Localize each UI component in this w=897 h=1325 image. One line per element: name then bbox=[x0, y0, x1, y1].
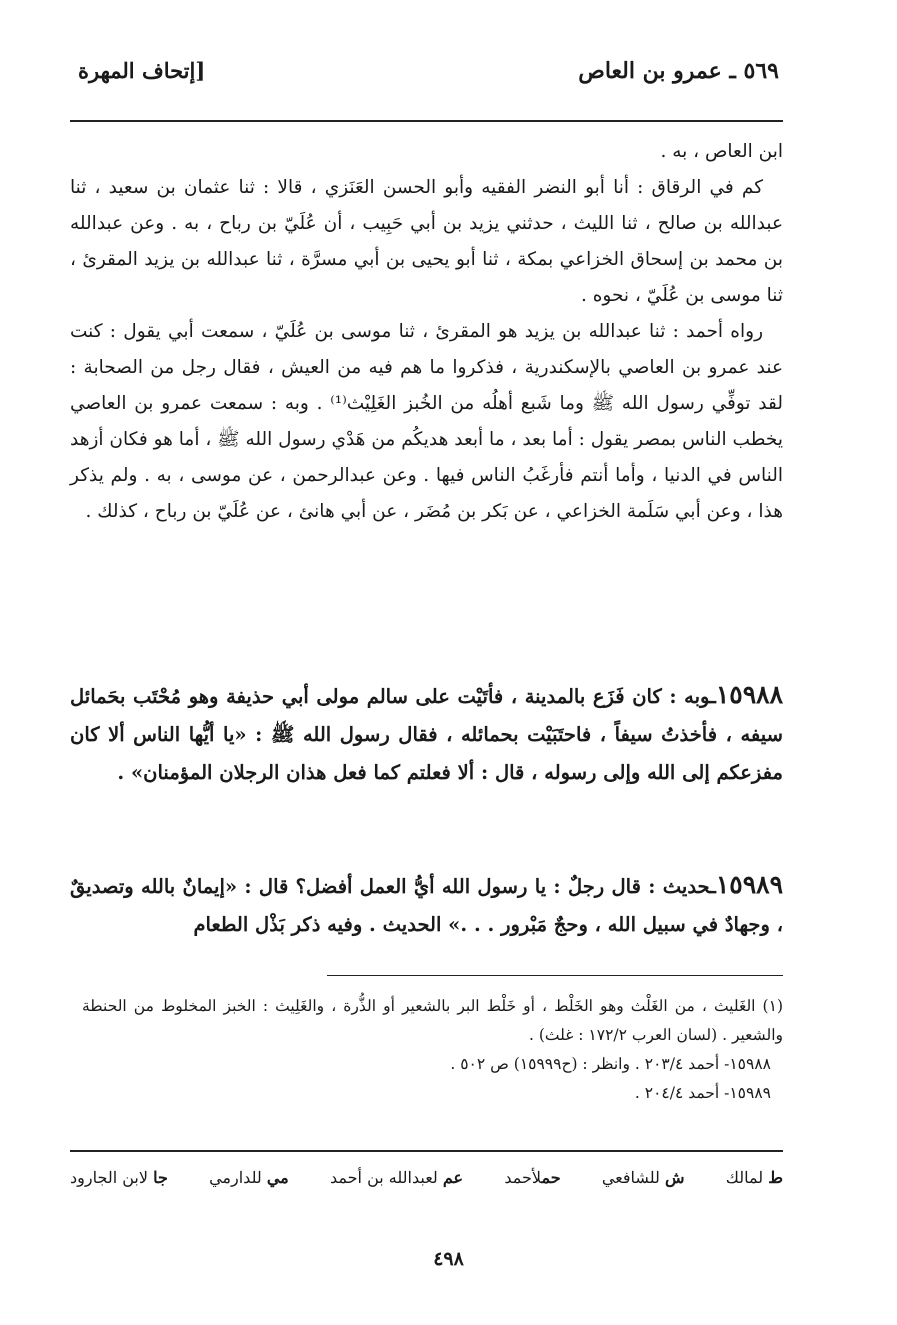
abbreviation-legend bbox=[70, 1168, 783, 1187]
header-rule bbox=[70, 120, 783, 122]
legend-item: جا لابن الجارود bbox=[70, 1168, 168, 1187]
hadith-text: ـوبه : كان فَزَع بالمدينة ، فأتَيْت على سالم مولى أبي حذيفة وهو مُحْتَب بحَمائل سيفه ، فأخذتُ سيفاً ، فاحتَبَيْت بحمائله ، فقال رسول الله ﷺ : «يا أيُّها الناس ألا كان مفزعكم إلى الله وإلى رسوله ، قال : ألا فعلتم كما فعل هذان الرجلان المؤمنان» . bbox=[70, 685, 783, 784]
legend-item: حملأحمد bbox=[504, 1168, 561, 1187]
book-title: [إتحاف المهرة bbox=[78, 58, 206, 83]
paragraph-1: ابن العاص ، به . bbox=[660, 141, 783, 162]
legend-item: مي للدارمي bbox=[209, 1168, 289, 1187]
footnote-ref-15988: ١٥٩٨٨- أحمد ٢٠٣/٤ . وانظر : (ح١٥٩٩٩) ص ٥٠٢ . bbox=[450, 1055, 771, 1073]
legend-item: ش للشافعي bbox=[601, 1168, 685, 1187]
section-title: ٥٦٩ ـ عمرو بن العاص bbox=[578, 58, 779, 84]
legend-item: عم لعبدالله بن أحمد bbox=[330, 1168, 464, 1187]
footnote-rule bbox=[327, 975, 783, 976]
footnotes bbox=[82, 992, 783, 1108]
hadith-number: ١٥٩٨٩ bbox=[715, 870, 783, 899]
legend-item: ط لمالك bbox=[725, 1168, 783, 1187]
paragraph-2: كم في الرقاق : أنا أبو النضر الفقيه وأبو الحسن العَنَزي ، قالا : ثنا عثمان بن سعيد ، ثنا عبدالله بن صالح ، ثنا الليث ، حدثني يزيد بن أبي حَبِيب ، أن عُلَيّ بن رباح ، به . وعن عبدالله بن محمد بن إسحاق الخزاعي بمكة ، ثنا أبو يحيى بن أبي مسرَّة ، ثنا عبدالله بن يزيد المقرئ ، ثنا موسى بن عُلَيّ ، نحوه . bbox=[70, 177, 783, 306]
hadith-number: ١٥٩٨٨ bbox=[715, 680, 783, 709]
footnote-ref-15989: ١٥٩٨٩- أحمد ٢٠٤/٤ . bbox=[634, 1084, 771, 1102]
hadith-entry-15988 bbox=[70, 676, 783, 792]
main-text bbox=[70, 134, 783, 530]
legend-rule bbox=[70, 1150, 783, 1152]
paragraph-3: رواه أحمد : ثنا عبدالله بن يزيد هو المقرئ ، ثنا موسى بن عُلَيّ ، سمعت أبي يقول : كنت عند عمرو بن العاصي بالإسكندرية ، فذكروا ما هم فيه من العيش ، فقال رجل من الصحابة : لقد توفِّي رسول الله ﷺ وما شَبع أهلُه من الخُبز الغَلِيْث⁽¹⁾ . وبه : سمعت عمرو بن العاصي يخطب الناس بمصر يقول : أما بعد ، ما أبعد هديكُم من هَدْي رسول الله ﷺ ، أما هو فكان أزهد الناس في الدنيا ، وأما أنتم فأرغَبُ الناس فيها . وعن عبدالرحمن ، عن موسى ، به . ولم يذكر هذا ، وعن أبي سَلَمة الخزاعي ، عن بَكر بن مُضَر ، عن أبي هانئ ، عن عُلَيّ بن رباح ، كذلك . bbox=[70, 321, 783, 522]
hadith-entry-15989 bbox=[70, 866, 783, 944]
running-header bbox=[78, 58, 779, 98]
page-number: ٤٩٨ bbox=[433, 1248, 464, 1270]
footnote-1: (١) الغَليث ، من الغَلْث وهو الخَلْط ، أو خَلْط البر بالشعير أو الذُّرة ، والغَلِيث : الخبز المخلوط من الحنطة والشعير . (لسان العرب ١٧٢/٢ : غلث) . bbox=[82, 997, 783, 1044]
hadith-text: ـحديث : قال رجلٌ : يا رسول الله أيُّ العمل أفضل؟ قال : «إيمانٌ بالله وتصديقٌ ، وجهادٌ في سبيل الله ، وحجٌ مَبْرور . . .» الحديث . وفيه ذكر بَذْل الطعام bbox=[70, 875, 783, 936]
